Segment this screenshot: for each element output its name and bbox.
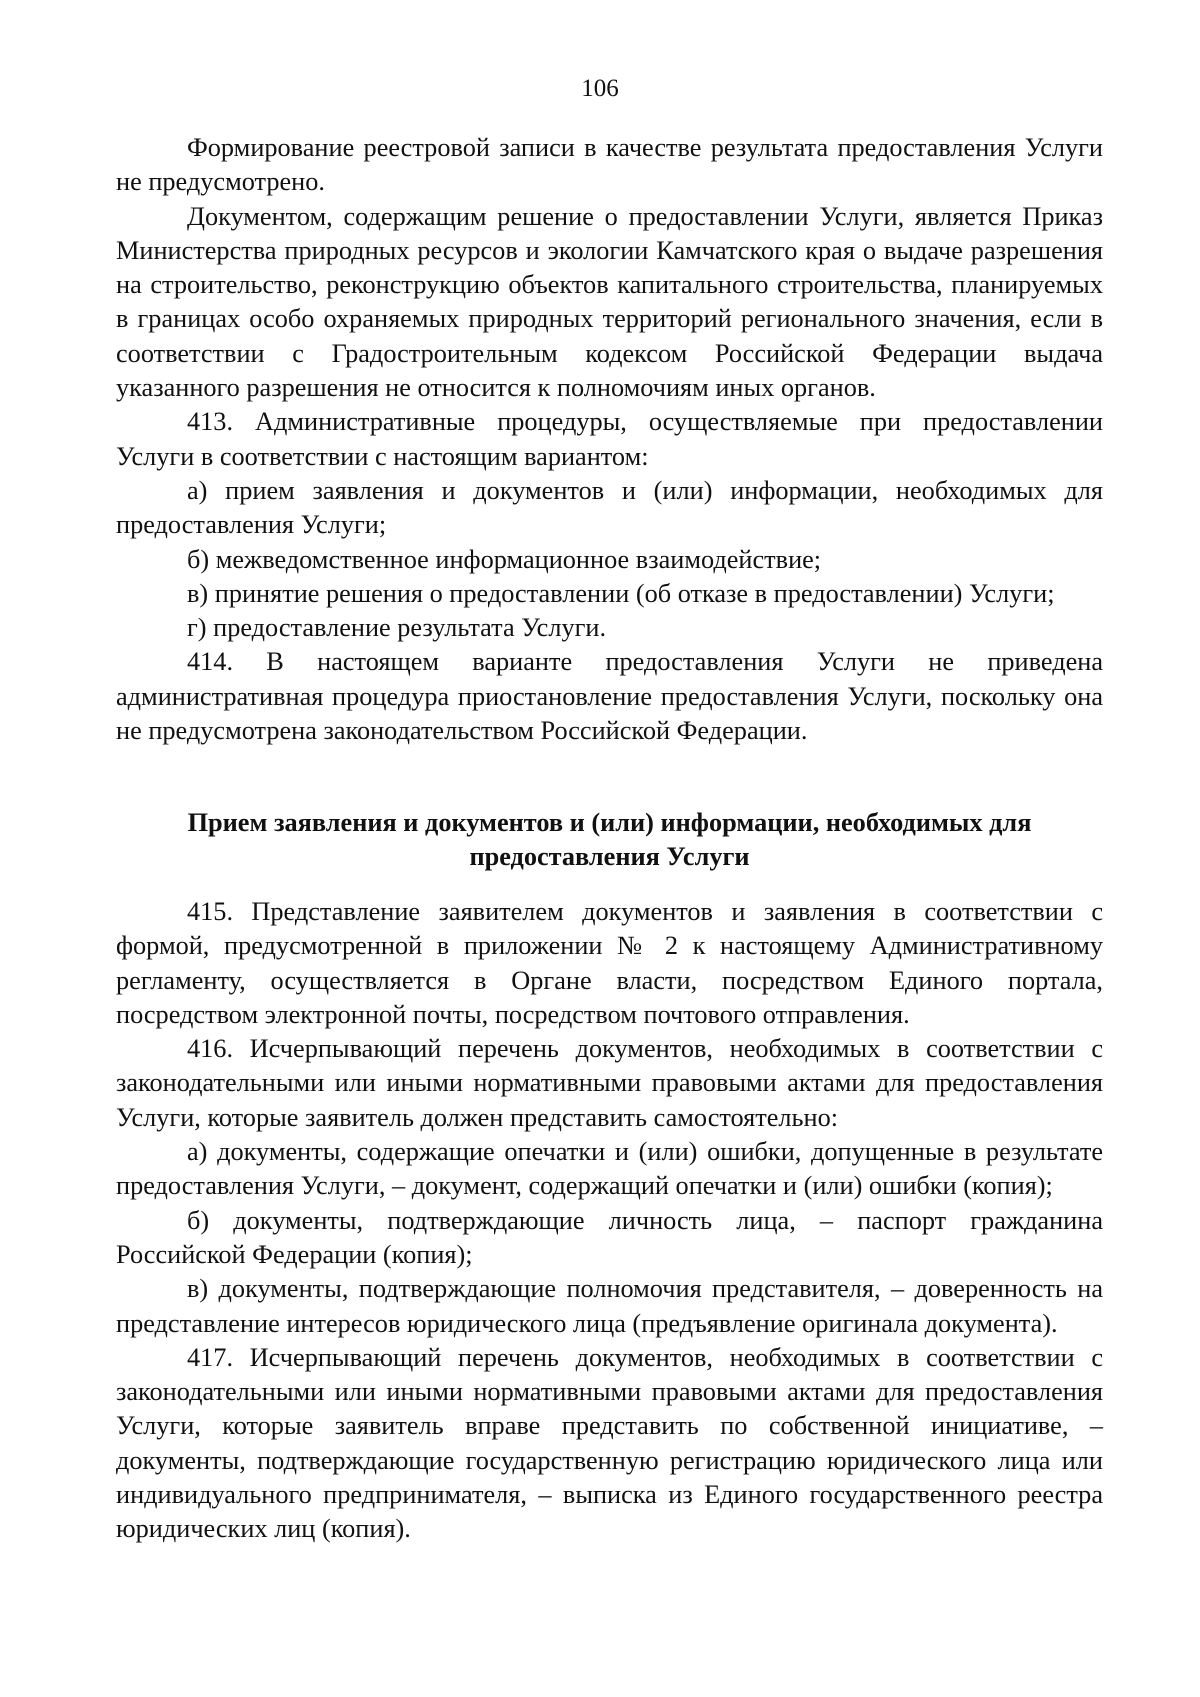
paragraph-414: 414. В настоящем варианте предоставления Услуги не приведена административная процедура приостановление предоставления Услуги, поскольку она не предусмотрена законодательством Российской Федерации. <box>116 647 1103 746</box>
text-block-top <box>116 131 1103 748</box>
section-heading: Прием заявления и документов и (или) информации, необходимых для предоставления Услуги <box>187 808 1032 872</box>
text-block-bottom <box>116 895 1103 1547</box>
paragraph-registry-record: Формирование реестровой записи в качестве результата предоставления Услуги не предусмотрено. <box>116 133 1103 197</box>
list-item-413-b: б) межведомственное информационное взаимодействие; <box>187 544 822 574</box>
list-item-416-a: а) документы, содержащие опечатки и (или) ошибки, допущенные в результате предоставления Услуги, – документ, содержащий опечатки и (или) ошибки (копия); <box>116 1137 1103 1201</box>
list-item-413-g: г) предоставление результата Услуги. <box>187 613 607 643</box>
paragraph-417: 417. Исчерпывающий перечень документов, необходимых в соответствии с законодательными или иными нормативными правовыми актами для предоставления Услуги, которые заявитель вправе представить по собственной инициативе, – документы, подтверждающие государственную регистрацию юридического лица или индивидуального предпринимателя, – выписка из Единого государственного реестра юридических лиц (копия). <box>116 1342 1103 1544</box>
page-number: 106 <box>581 75 619 102</box>
list-item-413-v: в) принятие решения о предоставлении (об отказе в предоставлении) Услуги; <box>187 578 1055 608</box>
list-item-416-b: б) документы, подтверждающие личность лица, – паспорт гражданина Российской Федерации (копия); <box>116 1205 1103 1269</box>
paragraph-413: 413. Административные процедуры, осуществляемые при предоставлении Услуги в соответствии с настоящим вариантом: <box>116 407 1103 471</box>
list-item-413-a: а) прием заявления и документов и (или) информации, необходимых для предоставления Услуги; <box>116 475 1103 540</box>
list-item-416-v: в) документы, подтверждающие полномочия представителя, – доверенность на представление интересов юридического лица (предъявление оригинала документа). <box>116 1274 1103 1338</box>
paragraph-415: 415. Представление заявителем документов и заявления в соответствии с формой, предусмотренной в приложении № 2 к настоящему Административному регламенту, осуществляется в Органе власти, посредством Единого портала, посредством электронной почты, посредством почтового отправления. <box>116 897 1103 1029</box>
paragraph-416: 416. Исчерпывающий перечень документов, необходимых в соответствии с законодательными или иными нормативными правовыми актами для предоставления Услуги, которые заявитель должен представить самостоятельно: <box>116 1034 1103 1132</box>
paragraph-decision-document: Документом, содержащим решение о предоставлении Услуги, является Приказ Министерства природных ресурсов и экологии Камчатского края о выдаче разрешения на строительство, реконструкцию объектов капитального строительства, планируемых в границах особо охраняемых природных территорий регионального значения, если в соответствии с Градостроительным кодексом Российской Федерации выдача указанного разрешения не относится к полномочиям иных органов. <box>116 201 1103 403</box>
